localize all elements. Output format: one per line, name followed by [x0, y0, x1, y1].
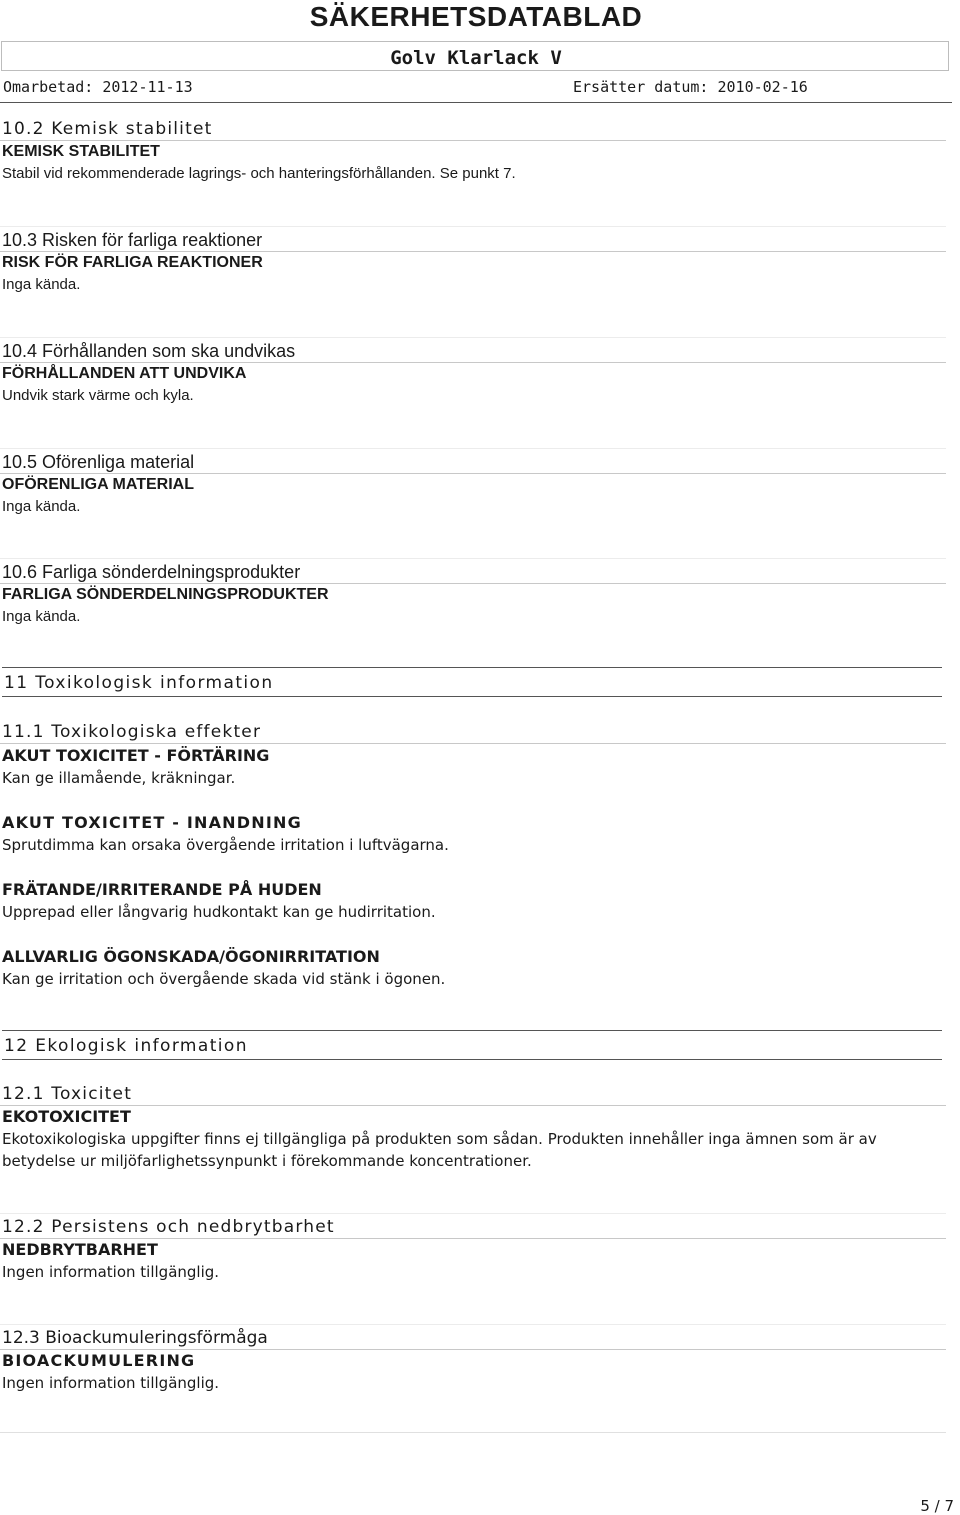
section-10-3-text: Inga kända.: [2, 276, 81, 293]
section-12-heading: [2, 1030, 942, 1060]
tox-item-inhalation: [0, 812, 946, 856]
tox-inhalation-text: Sprutdimma kan orsaka övergående irritation i luftvägarna.: [2, 836, 449, 854]
section-10-6-subheading: FARLIGA SÖNDERDELNINGSPRODUKTER: [2, 586, 329, 603]
section-11-heading: [2, 667, 942, 697]
footer-divider: [0, 1432, 946, 1433]
section-11-1: [0, 719, 946, 744]
section-10-2-title: 10.2 Kemisk stabilitet: [2, 119, 213, 139]
section-10-2-heading: [0, 116, 946, 141]
section-12-2-text: Ingen information tillgänglig.: [2, 1263, 220, 1281]
section-12-3-heading: [0, 1324, 946, 1350]
document-title: SÄKERHETSDATABLAD: [309, 1, 643, 32]
section-12-3-text: Ingen information tillgänglig.: [2, 1374, 220, 1392]
section-12-2-title: 12.2 Persistens och nedbrytbarhet: [2, 1217, 335, 1237]
section-10-2-subheading: KEMISK STABILITET: [2, 143, 160, 160]
section-10-6-title: 10.6 Farliga sönderdelningsprodukter: [2, 562, 301, 582]
section-10-4-text: Undvik stark värme och kyla.: [2, 387, 194, 404]
tox-ingestion-text: Kan ge illamående, kräkningar.: [2, 769, 236, 787]
replaces-date: Ersätter datum: 2010-02-16: [573, 78, 808, 96]
tox-item-skin: [0, 879, 946, 923]
section-10-5-heading: [0, 448, 946, 474]
section-11-1-heading: [0, 719, 946, 744]
section-10-5-text: Inga kända.: [2, 498, 81, 515]
section-12-2-heading: [0, 1213, 946, 1239]
section-12-1-heading: [0, 1081, 946, 1106]
tox-item-eye: [0, 946, 946, 990]
section-12-3: [0, 1324, 946, 1394]
tox-ingestion-heading: AKUT TOXICITET - FÖRTÄRING: [2, 746, 270, 765]
section-10-3-title: 10.3 Risken för farliga reaktioner: [2, 230, 263, 250]
section-10-6: [0, 558, 946, 628]
section-12-title: 12 Ekologisk information: [4, 1036, 248, 1056]
section-12-1-text-line-1: Ekotoxikologiska uppgifter finns ej tillgängliga på produkten som sådan. Produkten innehåller inga ämnen som är av: [2, 1130, 877, 1148]
section-10-4-subheading: FÖRHÅLLANDEN ATT UNDVIKA: [2, 365, 247, 382]
section-11-title: 11 Toxikologisk information: [4, 673, 274, 693]
section-10-6-heading: [0, 558, 946, 584]
section-12-2: [0, 1213, 946, 1283]
section-12-1-text-line-2: betydelse ur miljöfarlighetssynpunkt i förekommande koncentrationer.: [2, 1152, 532, 1170]
revised-date: Omarbetad: 2012-11-13: [3, 78, 193, 96]
section-12-3-title: 12.3 Bioackumuleringsförmåga: [2, 1328, 268, 1348]
header-divider: [0, 102, 952, 103]
section-12-2-subheading: NEDBRYTBARHET: [2, 1240, 158, 1259]
page-number: 5 / 7: [920, 1497, 954, 1515]
section-10-4-heading: [0, 337, 946, 363]
tox-eye-text: Kan ge irritation och övergående skada vid stänk i ögonen.: [2, 970, 446, 988]
section-10-2-text: Stabil vid rekommenderade lagrings- och hanteringsförhållanden. Se punkt 7.: [2, 165, 516, 182]
section-10-5-title: 10.5 Oförenliga material: [2, 452, 195, 472]
tox-skin-heading: FRÄTANDE/IRRITERANDE PÅ HUDEN: [2, 880, 322, 899]
section-10-5: [0, 448, 946, 518]
product-name: Golv Klarlack V: [390, 47, 562, 69]
section-10-4: [0, 337, 946, 407]
tox-skin-text: Upprepad eller långvarig hudkontakt kan ge hudirritation.: [2, 903, 436, 921]
section-12-1-subheading: EKOTOXICITET: [2, 1107, 131, 1126]
section-10-4-title: 10.4 Förhållanden som ska undvikas: [2, 341, 296, 361]
tox-item-ingestion: [0, 745, 946, 789]
tox-inhalation-heading: AKUT TOXICITET - INANDNING: [2, 813, 302, 832]
section-10-5-subheading: OFÖRENLIGA MATERIAL: [2, 476, 194, 493]
section-10-3-subheading: RISK FÖR FARLIGA REAKTIONER: [2, 254, 263, 271]
section-10-3: [0, 226, 946, 296]
section-12-3-subheading: BIOACKUMULERING: [2, 1351, 196, 1370]
section-11-1-title: 11.1 Toxikologiska effekter: [2, 722, 262, 742]
section-10-2: [0, 116, 946, 185]
section-10-3-heading: [0, 226, 946, 252]
tox-eye-heading: ALLVARLIG ÖGONSKADA/ÖGONIRRITATION: [2, 947, 380, 966]
section-12-1-title: 12.1 Toxicitet: [2, 1084, 133, 1104]
section-12-1: [0, 1081, 946, 1172]
section-10-6-text: Inga kända.: [2, 608, 81, 625]
revision-line: [0, 76, 952, 98]
